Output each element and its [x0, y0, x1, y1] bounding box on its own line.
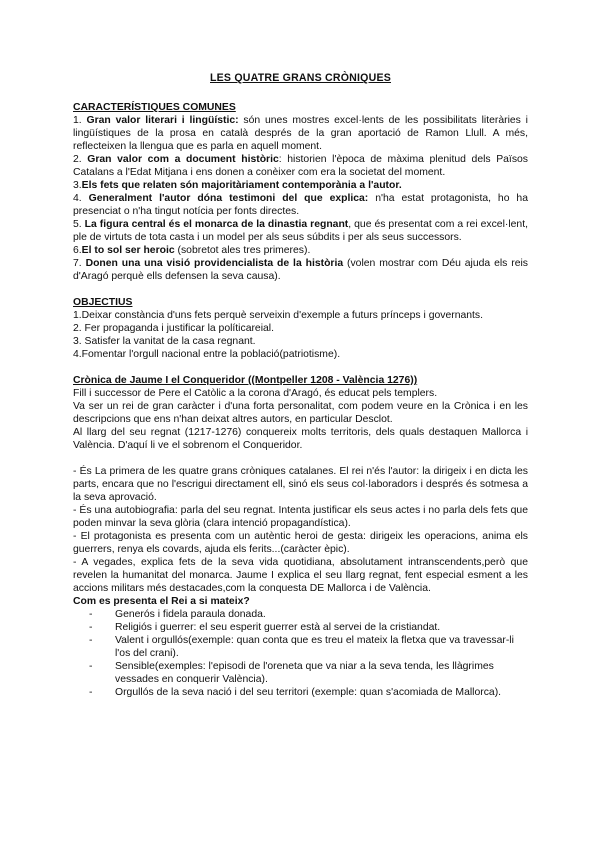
paragraph: Va ser un rei de gran caràcter i d'una forta personalitat, com podem veure en la Crònica i en les descripcions que ens n'han deixat altres autors, en particular Desclot. — [73, 401, 528, 425]
paragraph: Al llarg del seu regnat (1217-1276) conquereix molts territoris, dels quals destaquen Mallorca i València. D'aquí li ve el sobrenom el Conqueridor. — [73, 427, 528, 451]
list-item: - Valent i orgullós(exemple: quan conta que es treu el mateix la fletxa que va travessar-li l'os del crani). — [101, 634, 528, 660]
list-item: 6.El to sol ser heroic (sobretot ales tres primeres). — [73, 245, 311, 256]
list-item: 3.Els fets que relaten són majoritàriament contemporània a l'autor. — [73, 180, 402, 191]
caracteristiques-list — [73, 114, 528, 283]
section-heading-objectius: OBJECTIUS — [73, 297, 133, 308]
paragraph: - És una autobiografia: parla del seu regnat. Intenta justificar els seus actes i no parla dels fets que poden minvar la seva glòria (clara intenció propagandística). — [73, 505, 528, 529]
question-heading: Com es presenta el Rei a si mateix? — [73, 596, 250, 607]
list-item: 7. Donen una una visió providencialista de la història (volen mostrar com Déu ajuda els reis d'Aragó perquè ells defensen la seva causa). — [73, 258, 528, 282]
paragraph: Fill i successor de Pere el Catòlic a la corona d'Aragó, és educat pels templers. — [73, 388, 438, 399]
list-item: 2. Fer propaganda i justificar la políticareial. — [73, 323, 274, 334]
list-item: - Religiós i guerrer: el seu esperit guerrer està al servei de la cristiandat. — [101, 621, 528, 634]
list-item: - Sensible(exemples: l'episodi de l'oreneta que va niar a la seva tenda, les llàgrimes vessades en conquerir València). — [101, 660, 528, 686]
list-item: - Generós i fidela paraula donada. — [101, 608, 528, 621]
paragraph: - El protagonista es presenta com un autèntic heroi de gesta: dirigeix les operacions, anima els guerrers, renya els covards, ajuda els ferits...(caràcter èpic). — [73, 531, 528, 555]
document-title: LES QUATRE GRANS CRÒNIQUES — [210, 72, 391, 84]
section-heading-jaume: Crònica de Jaume I el Conqueridor ((Montpeller 1208 - València 1276)) — [73, 375, 418, 386]
list-item: 2. Gran valor com a document històric: historien l'època de màxima plenitud dels Països Catalans a l'Edat Mitjana i ens donen a conèixer com era la societat del moment. — [73, 154, 528, 178]
list-item: 4. Generalment l'autor dóna testimoni del que explica: n'ha estat protagonista, ho ha presenciat o n'ha tingut notícia per fonts directes. — [73, 193, 528, 217]
list-item: 4.Fomentar l'orgull nacional entre la població(patriotisme). — [73, 349, 341, 360]
qualities-list — [73, 608, 528, 699]
list-item: 1. Gran valor literari i lingüístic: són unes mostres excel·lents de les possibilitats literàries i lingüístiques de la prosa en català després de la gran aportació de Ramon Llull. A més, reflecteixen la llengua que es parla en aquell moment. — [73, 115, 528, 152]
document-page — [73, 72, 528, 699]
section-heading-caracteristiques: CARACTERÍSTIQUES COMUNES — [73, 102, 236, 113]
list-item: 1.Deixar constància d'uns fets perquè serveixin d'exemple a futurs prínceps i governants. — [73, 310, 483, 321]
paragraph: - A vegades, explica fets de la seva vida quotidiana, absolutament intranscendents,però que revelen la humanitat del monarca. Jaume I explica el seu llarg regnat, fent especial esment a les accions militars més destacades,com la conquesta DE Mallorca i de València. — [73, 557, 528, 594]
paragraph: - És La primera de les quatre grans cròniques catalanes. El rei n'és l'autor: la dirigeix i en dicta les parts, encara que no l'escrigui directament ell, sinó els seus col·laboradors i després és sotmesa a la seva aprovació. — [73, 466, 528, 503]
list-item: 5. La figura central és el monarca de la dinastia regnant, que és presentat com a rei excel·lent, ple de virtuts de tota casta i un model per als seus súbdits i per als seus successors. — [73, 219, 528, 243]
list-item: - Orgullós de la seva nació i del seu territori (exemple: quan s'acomiada de Mallorca). — [101, 686, 528, 699]
list-item: 3. Satisfer la vanitat de la casa regnant. — [73, 336, 256, 347]
